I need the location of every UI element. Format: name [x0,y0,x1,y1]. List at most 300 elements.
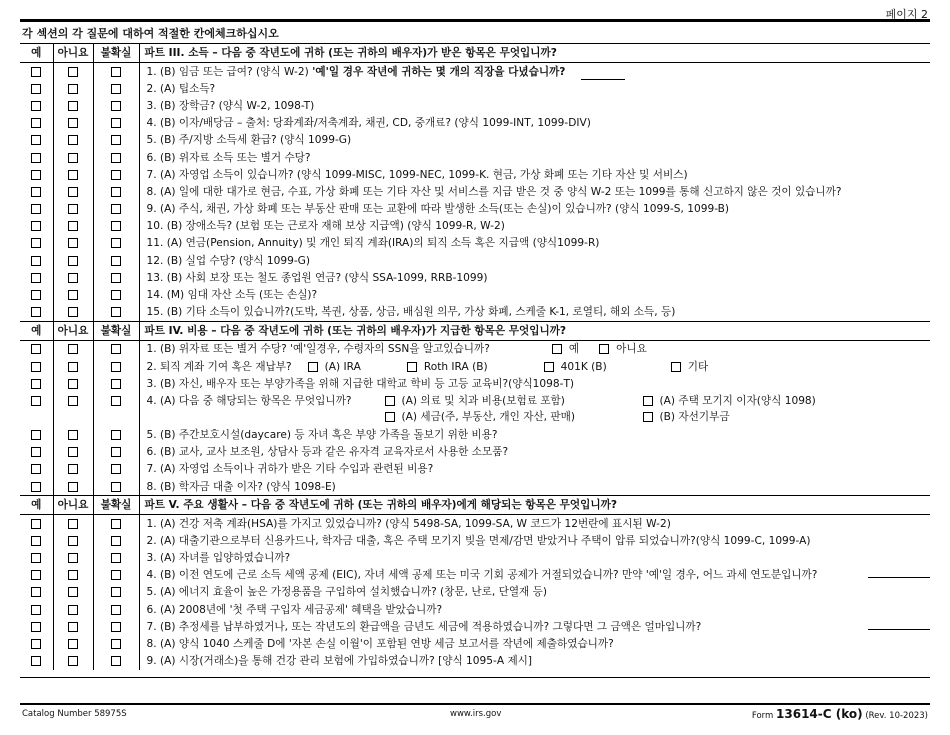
question-text: 6. (B) 위자료 소득 또는 별거 수당? [146,151,311,164]
checkbox-cell [53,166,93,183]
question-text: 10. (B) 장애소득? (보험 또는 근로자 재해 보상 지급액) (양식 1099-R, W-2) [146,220,505,233]
unsure-checkbox[interactable] [111,344,121,354]
unsure-column-header: 불확실 [93,44,139,63]
question-text-cell [139,286,930,303]
question-text-cell [139,601,930,618]
unsure-checkbox[interactable] [111,256,121,266]
checkbox-cell [20,444,53,461]
unsure-checkbox[interactable] [111,221,121,231]
checkbox-cell [53,115,93,132]
ssn-known-no-checkbox[interactable] [599,344,609,354]
checkbox-cell [53,444,93,461]
part5-title: 파트 V. 주요 생활사 – 다음 중 작년도에 귀하 (또는 귀하의 배우자)에게 해당되는 항목은 무엇입니까? [139,496,930,515]
unsure-checkbox[interactable] [111,290,121,300]
question-row [20,584,930,601]
unsure-checkbox[interactable] [111,170,121,180]
no-checkbox[interactable] [68,135,78,145]
yes-column-header: 예 [20,496,53,515]
yes-checkbox[interactable] [31,536,41,546]
checkbox-cell [53,149,93,166]
unsure-checkbox[interactable] [111,482,121,492]
question-text-cell [139,115,930,132]
charitable-contributions-option-checkbox[interactable] [643,412,653,422]
unsure-checkbox[interactable] [111,153,121,163]
checkbox-cell [93,653,139,670]
question-text: 7. (A) 자영업 소득이나 귀하가 받은 기타 수입과 관련된 비용? [146,463,434,476]
no-checkbox[interactable] [68,570,78,580]
no-checkbox[interactable] [68,273,78,283]
question-text: 9. (A) 주식, 채권, 가상 화폐 또는 부동산 판매 또는 교환에 따라 발생한 소득(또는 손실)이 있습니까? (양식 1099-S, 1099-B) [146,203,730,216]
checkbox-cell [53,392,93,426]
question-row [20,635,930,652]
ssn-known-yes-label: 예 [568,343,580,356]
question-row [20,149,930,166]
form-id [752,707,928,721]
yes-checkbox[interactable] [31,204,41,214]
unsure-checkbox[interactable] [111,536,121,546]
charitable-contributions-option-label: (B) 자선기부금 [659,411,730,424]
question-text-cell [139,132,930,149]
website: www.irs.gov [450,709,502,719]
checkbox-cell [53,80,93,97]
unsure-checkbox[interactable] [111,135,121,145]
other-retirement-option-label: 기타 [687,360,709,373]
checkbox-cell [20,515,53,533]
question-text: 7. (A) 자영업 소득이 있습니까? (양식 1099-MISC, 1099-NEC, 1099-K. 현금, 가상 화폐 또는 기타 자산 및 서비스) [146,168,688,181]
no-checkbox[interactable] [68,307,78,317]
checkbox-cell [93,392,139,426]
no-checkbox[interactable] [68,118,78,128]
checkbox-cell [20,635,53,652]
401k-option-checkbox[interactable] [544,362,554,372]
yes-checkbox[interactable] [31,170,41,180]
catalog-number: Catalog Number 58975S [22,709,127,719]
checkbox-cell [93,567,139,584]
question-text: 2. (A) 팁소득? [146,82,216,95]
no-checkbox[interactable] [68,379,78,389]
checkbox-cell [53,218,93,235]
yes-checkbox[interactable] [31,587,41,597]
question-row [20,653,930,670]
question-text-cell [139,304,930,322]
yes-checkbox[interactable] [31,396,41,406]
unsure-checkbox[interactable] [111,101,121,111]
unsure-checkbox[interactable] [111,605,121,615]
checkbox-cell [93,80,139,97]
unsure-checkbox[interactable] [111,396,121,406]
checkbox-cell [20,601,53,618]
taxes-option-checkbox[interactable] [385,412,395,422]
question-text: 3. (B) 장학금? (양식 W-2, 1098-T) [146,99,315,112]
question-text-cell [139,218,930,235]
question-text-cell [139,149,930,166]
ssn-known-yes [552,341,579,357]
no-checkbox[interactable] [68,396,78,406]
unsure-column-header: 불확실 [93,321,139,340]
unsure-checkbox[interactable] [111,187,121,197]
checkbox-cell [93,601,139,618]
checkbox-cell [20,201,53,218]
yes-checkbox[interactable] [31,622,41,632]
checkbox-cell [53,653,93,670]
yes-checkbox[interactable] [31,84,41,94]
no-checkbox[interactable] [68,344,78,354]
no-checkbox[interactable] [68,153,78,163]
question-text: 3. (A) 자녀를 입양하였습니까? [146,552,291,565]
yes-checkbox[interactable] [31,273,41,283]
unsure-checkbox[interactable] [111,622,121,632]
checkbox-cell [93,461,139,478]
part4-header-row [20,321,930,340]
question-row [20,601,930,618]
checkbox-cell [93,286,139,303]
tax-year-field[interactable] [868,567,930,578]
question-row [20,358,930,375]
no-checkbox[interactable] [68,101,78,111]
question-text-cell [139,183,930,200]
unsure-checkbox[interactable] [111,362,121,372]
question-row [20,618,930,635]
question-text: 8. (A) 일에 대한 대가로 현금, 수표, 가상 화폐 또는 기타 자산 및 서비스를 지급 받은 것 중 양식 W-2 또는 1099를 통해 신고하지 않은 것이 있습니까? [146,185,842,198]
checkbox-cell [53,601,93,618]
checkbox-cell [20,392,53,426]
checkbox-cell [93,532,139,549]
question-text: 4. (B) 이전 연도에 근로 소득 세액 공제 (EIC), 자녀 세액 공제 또는 미국 기회 공제가 거절되었습니까? 만약 '예'일 경우, 어느 과세 연도분입니까? [146,569,818,582]
q4-line-2 [147,409,931,425]
no-checkbox[interactable] [68,605,78,615]
checkbox-cell [93,183,139,200]
checkbox-cell [93,618,139,635]
question-row [20,478,930,496]
yes-checkbox[interactable] [31,67,41,77]
checkbox-cell [93,444,139,461]
instruction-text: 각 섹션의 각 질문에 대하여 적절한 칸에체크하십시오 [22,27,279,40]
question-row [20,166,930,183]
taxes-option [385,409,576,425]
checkbox-cell [93,304,139,322]
unsure-checkbox[interactable] [111,273,121,283]
yes-checkbox[interactable] [31,256,41,266]
checkbox-cell [93,550,139,567]
mortgage-interest-option [643,393,816,409]
no-checkbox[interactable] [68,67,78,77]
yes-checkbox[interactable] [31,344,41,354]
question-text-cell [139,584,930,601]
question-row [20,461,930,478]
question-text-cell [139,618,930,635]
no-checkbox[interactable] [68,238,78,248]
no-column-header: 아니요 [53,44,93,63]
no-checkbox[interactable] [68,656,78,666]
question-text-cell [139,532,930,549]
other-retirement-option-checkbox[interactable] [671,362,681,372]
no-checkbox[interactable] [68,256,78,266]
question-row [20,269,930,286]
no-checkbox[interactable] [68,84,78,94]
medical-dental-option-checkbox[interactable] [385,396,395,406]
question-row [20,80,930,97]
intake-form-table [20,43,930,670]
question-text: 12. (B) 실업 수당? (양식 1099-G) [146,254,311,267]
checkbox-cell [93,426,139,443]
medical-dental-option-label: (A) 의료 및 치과 비용(보험료 포함) [401,395,565,408]
unsure-checkbox[interactable] [111,118,121,128]
yes-checkbox[interactable] [31,447,41,457]
question-text-cell [139,635,930,652]
checkbox-cell [53,461,93,478]
form-number: 13614-C (ko) [776,707,863,721]
no-checkbox[interactable] [68,519,78,529]
question-text-cell [139,550,930,567]
checkbox-cell [93,149,139,166]
yes-checkbox[interactable] [31,118,41,128]
question-text-cell [139,97,930,114]
question-text-cell [139,252,930,269]
question-row [20,515,930,533]
checkbox-cell [93,115,139,132]
no-checkbox[interactable] [68,482,78,492]
no-checkbox[interactable] [68,430,78,440]
form-prefix: Form [751,711,774,721]
yes-checkbox[interactable] [31,639,41,649]
checkbox-cell [20,567,53,584]
unsure-checkbox[interactable] [111,379,121,389]
unsure-checkbox[interactable] [111,430,121,440]
question-row [20,567,930,584]
checkbox-cell [20,618,53,635]
no-column-header: 아니요 [53,321,93,340]
part4-title: 파트 IV. 비용 – 다음 중 작년도에 귀하 (또는 귀하의 배우자)가 지급한 항목은 무엇입니까? [139,321,930,340]
checkbox-cell [20,532,53,549]
checkbox-cell [20,63,53,81]
unsure-checkbox[interactable] [111,570,121,580]
checkbox-cell [93,132,139,149]
yes-checkbox[interactable] [31,135,41,145]
no-checkbox[interactable] [68,187,78,197]
checkbox-cell [20,183,53,200]
no-checkbox[interactable] [68,221,78,231]
checkbox-cell [20,304,53,322]
yes-checkbox[interactable] [31,464,41,474]
question-text-cell [139,426,930,443]
question-text-cell [139,653,930,670]
checkbox-cell [53,584,93,601]
question-text-cell [139,235,930,252]
question-row [20,183,930,200]
checkbox-cell [20,97,53,114]
checkbox-cell [20,166,53,183]
unsure-checkbox[interactable] [111,238,121,248]
question-text-cell [139,461,930,478]
unsure-checkbox[interactable] [111,464,121,474]
unsure-checkbox[interactable] [111,639,121,649]
401k-option-label: 401K (B) [560,360,607,373]
yes-checkbox[interactable] [31,605,41,615]
checkbox-cell [20,235,53,252]
mortgage-interest-option-checkbox[interactable] [643,396,653,406]
ssn-known-no [599,341,647,357]
question-row [20,444,930,461]
checkbox-cell [53,358,93,375]
question-text: 6. (B) 교사, 교사 보조원, 상담사 등과 같은 유자격 교육자로서 사용한 소모품? [146,446,509,459]
question-row [20,392,930,426]
ira-option [308,359,361,375]
unsure-checkbox[interactable] [111,656,121,666]
ira-option-label: (A) IRA [324,360,361,373]
yes-checkbox[interactable] [31,307,41,317]
question-text: 1. (B) 임금 또는 급여? (양식 W-2) [146,65,309,78]
ssn-known-yes-checkbox[interactable] [552,344,562,354]
checkbox-cell [20,132,53,149]
question-text: 9. (A) 시장(거래소)을 통해 건강 관리 보험에 가입하였습니까? [양식 1095-A 제시] [146,655,533,668]
checkbox-cell [53,63,93,81]
checkbox-cell [93,269,139,286]
no-checkbox[interactable] [68,536,78,546]
question-text: 5. (B) 주/지방 소득세 환급? (양식 1099-G) [146,134,352,147]
yes-checkbox[interactable] [31,482,41,492]
yes-checkbox[interactable] [31,290,41,300]
question-row [20,532,930,549]
yes-checkbox[interactable] [31,656,41,666]
question-text: 11. (A) 연금(Pension, Annuity) 및 개인 퇴직 계좌(IRA)의 퇴직 소득 혹은 지급액 (양식1099-R) [146,237,600,250]
no-checkbox[interactable] [68,587,78,597]
question-text-cell [139,375,930,392]
part3-title: 파트 III. 소득 – 다음 중 작년도에 귀하 (또는 귀하의 배우자)가 받은 항목은 무엇입니까? [139,44,930,63]
no-checkbox[interactable] [68,447,78,457]
question-text: 7. (B) 추정세를 납부하였거나, 또는 작년도의 환급액을 금년도 세금에 적용하였습니까? 그렇다면 그 금액은 얼마입니까? [146,620,702,633]
unsure-checkbox[interactable] [111,553,121,563]
checkbox-cell [20,340,53,358]
question-text: 5. (A) 에너지 효율이 높은 가정용품을 구입하여 설치했습니까? (창문, 난로, 단열재 등) [146,586,548,599]
question-row [20,426,930,443]
checkbox-cell [20,375,53,392]
checkbox-cell [20,461,53,478]
checkbox-cell [53,286,93,303]
checkbox-cell [20,550,53,567]
yes-checkbox[interactable] [31,570,41,580]
question-text: 2. (A) 대출기관으로부터 신용카드나, 학자금 대출, 혹은 주택 모기지 빚을 면제/감면 받았거나 주택이 압류 되었습니까?(양식 1099-C, 1099-A) [146,534,811,547]
question-row [20,340,930,358]
question-text: 13. (B) 사회 보장 또는 철도 종업원 연금? (양식 SSA-1099, RRB-1099) [146,271,488,284]
question-row [20,286,930,303]
question-text: 3. (B) 자신, 배우자 또는 부양가족을 위해 지급한 대학교 학비 등 고등 교육비?(양식1098-T) [146,377,575,390]
question-row [20,252,930,269]
checkbox-cell [93,478,139,496]
page-label: 페이지 2 [885,8,928,21]
yes-checkbox[interactable] [31,221,41,231]
footer-rule-thick [20,703,930,705]
taxes-option-label: (A) 세금(주, 부동산, 개인 자산, 판매) [401,411,576,424]
question-text-cell [139,478,930,496]
question-text: 1. (B) 위자료 또는 별거 수당? '예'일경우, 수령자의 SSN을 알고있습니까? [146,343,490,356]
question-text-cell [139,201,930,218]
question-text: 5. (B) 주간보호시설(daycare) 등 자녀 혹은 부양 가족을 돌보기 위한 비용? [146,428,498,441]
checkbox-cell [93,235,139,252]
checkbox-cell [20,218,53,235]
roth-ira-option [407,359,488,375]
checkbox-cell [93,252,139,269]
jobs-count-field[interactable] [581,69,625,80]
checkbox-cell [20,115,53,132]
no-checkbox[interactable] [68,639,78,649]
yes-checkbox[interactable] [31,430,41,440]
checkbox-cell [53,567,93,584]
checkbox-cell [20,478,53,496]
checkbox-cell [53,515,93,533]
checkbox-cell [53,269,93,286]
question-text-cell [139,444,930,461]
checkbox-cell [93,584,139,601]
checkbox-cell [20,286,53,303]
question-row [20,375,930,392]
question-text-cell [139,515,930,533]
checkbox-cell [93,166,139,183]
unsure-column-header: 불확실 [93,496,139,515]
estimated-amount-field[interactable] [868,619,930,630]
checkbox-cell [93,635,139,652]
yes-checkbox[interactable] [31,153,41,163]
unsure-checkbox[interactable] [111,84,121,94]
yes-checkbox[interactable] [31,187,41,197]
checkbox-cell [20,358,53,375]
checkbox-cell [53,618,93,635]
checkbox-cell [93,201,139,218]
unsure-checkbox[interactable] [111,204,121,214]
checkbox-cell [53,201,93,218]
no-checkbox[interactable] [68,204,78,214]
top-rule [20,19,930,22]
other-retirement-option [671,359,708,375]
no-checkbox[interactable] [68,362,78,372]
question-row [20,550,930,567]
question-text-bold: '예'일 경우 작년에 귀하는 몇 개의 직장을 다녔습니까? [312,65,566,78]
question-text-cell [139,269,930,286]
ssn-known-no-label: 아니요 [616,343,647,356]
checkbox-cell [53,635,93,652]
ira-option-checkbox[interactable] [308,362,318,372]
unsure-checkbox[interactable] [111,307,121,317]
question-row [20,304,930,322]
question-text: 8. (A) 양식 1040 스케줄 D에 '자본 손실 이월'이 포함된 연방 세금 보고서를 작년에 제출하였습니까? [146,638,614,651]
no-checkbox[interactable] [68,622,78,632]
yes-column-header: 예 [20,321,53,340]
yes-checkbox[interactable] [31,553,41,563]
roth-ira-option-checkbox[interactable] [407,362,417,372]
checkbox-cell [53,132,93,149]
yes-checkbox[interactable] [31,379,41,389]
no-checkbox[interactable] [68,464,78,474]
checkbox-cell [53,426,93,443]
no-checkbox[interactable] [68,170,78,180]
yes-checkbox[interactable] [31,101,41,111]
unsure-checkbox[interactable] [111,587,121,597]
unsure-checkbox[interactable] [111,447,121,457]
no-checkbox[interactable] [68,290,78,300]
checkbox-cell [20,653,53,670]
unsure-checkbox[interactable] [111,67,121,77]
unsure-checkbox[interactable] [111,519,121,529]
form-revision: (Rev. 10-2023) [865,711,928,721]
yes-checkbox[interactable] [31,362,41,372]
question-text: 15. (B) 기타 소득이 있습니까?(도박, 복권, 상품, 상금, 배심원 의무, 가상 화폐, 스케줄 K-1, 로열티, 해외 소득, 등) [146,306,676,319]
no-checkbox[interactable] [68,553,78,563]
yes-checkbox[interactable] [31,238,41,248]
checkbox-cell [53,304,93,322]
yes-checkbox[interactable] [31,519,41,529]
question-text: 1. (A) 건강 저축 계좌(HSA)를 가지고 있었습니까? (양식 5498-SA, 1099-SA, W 코드가 12번란에 표시된 W-2) [146,517,671,530]
question-text: 8. (B) 학자금 대출 이자? (양식 1098-E) [146,480,336,493]
checkbox-cell [93,63,139,81]
